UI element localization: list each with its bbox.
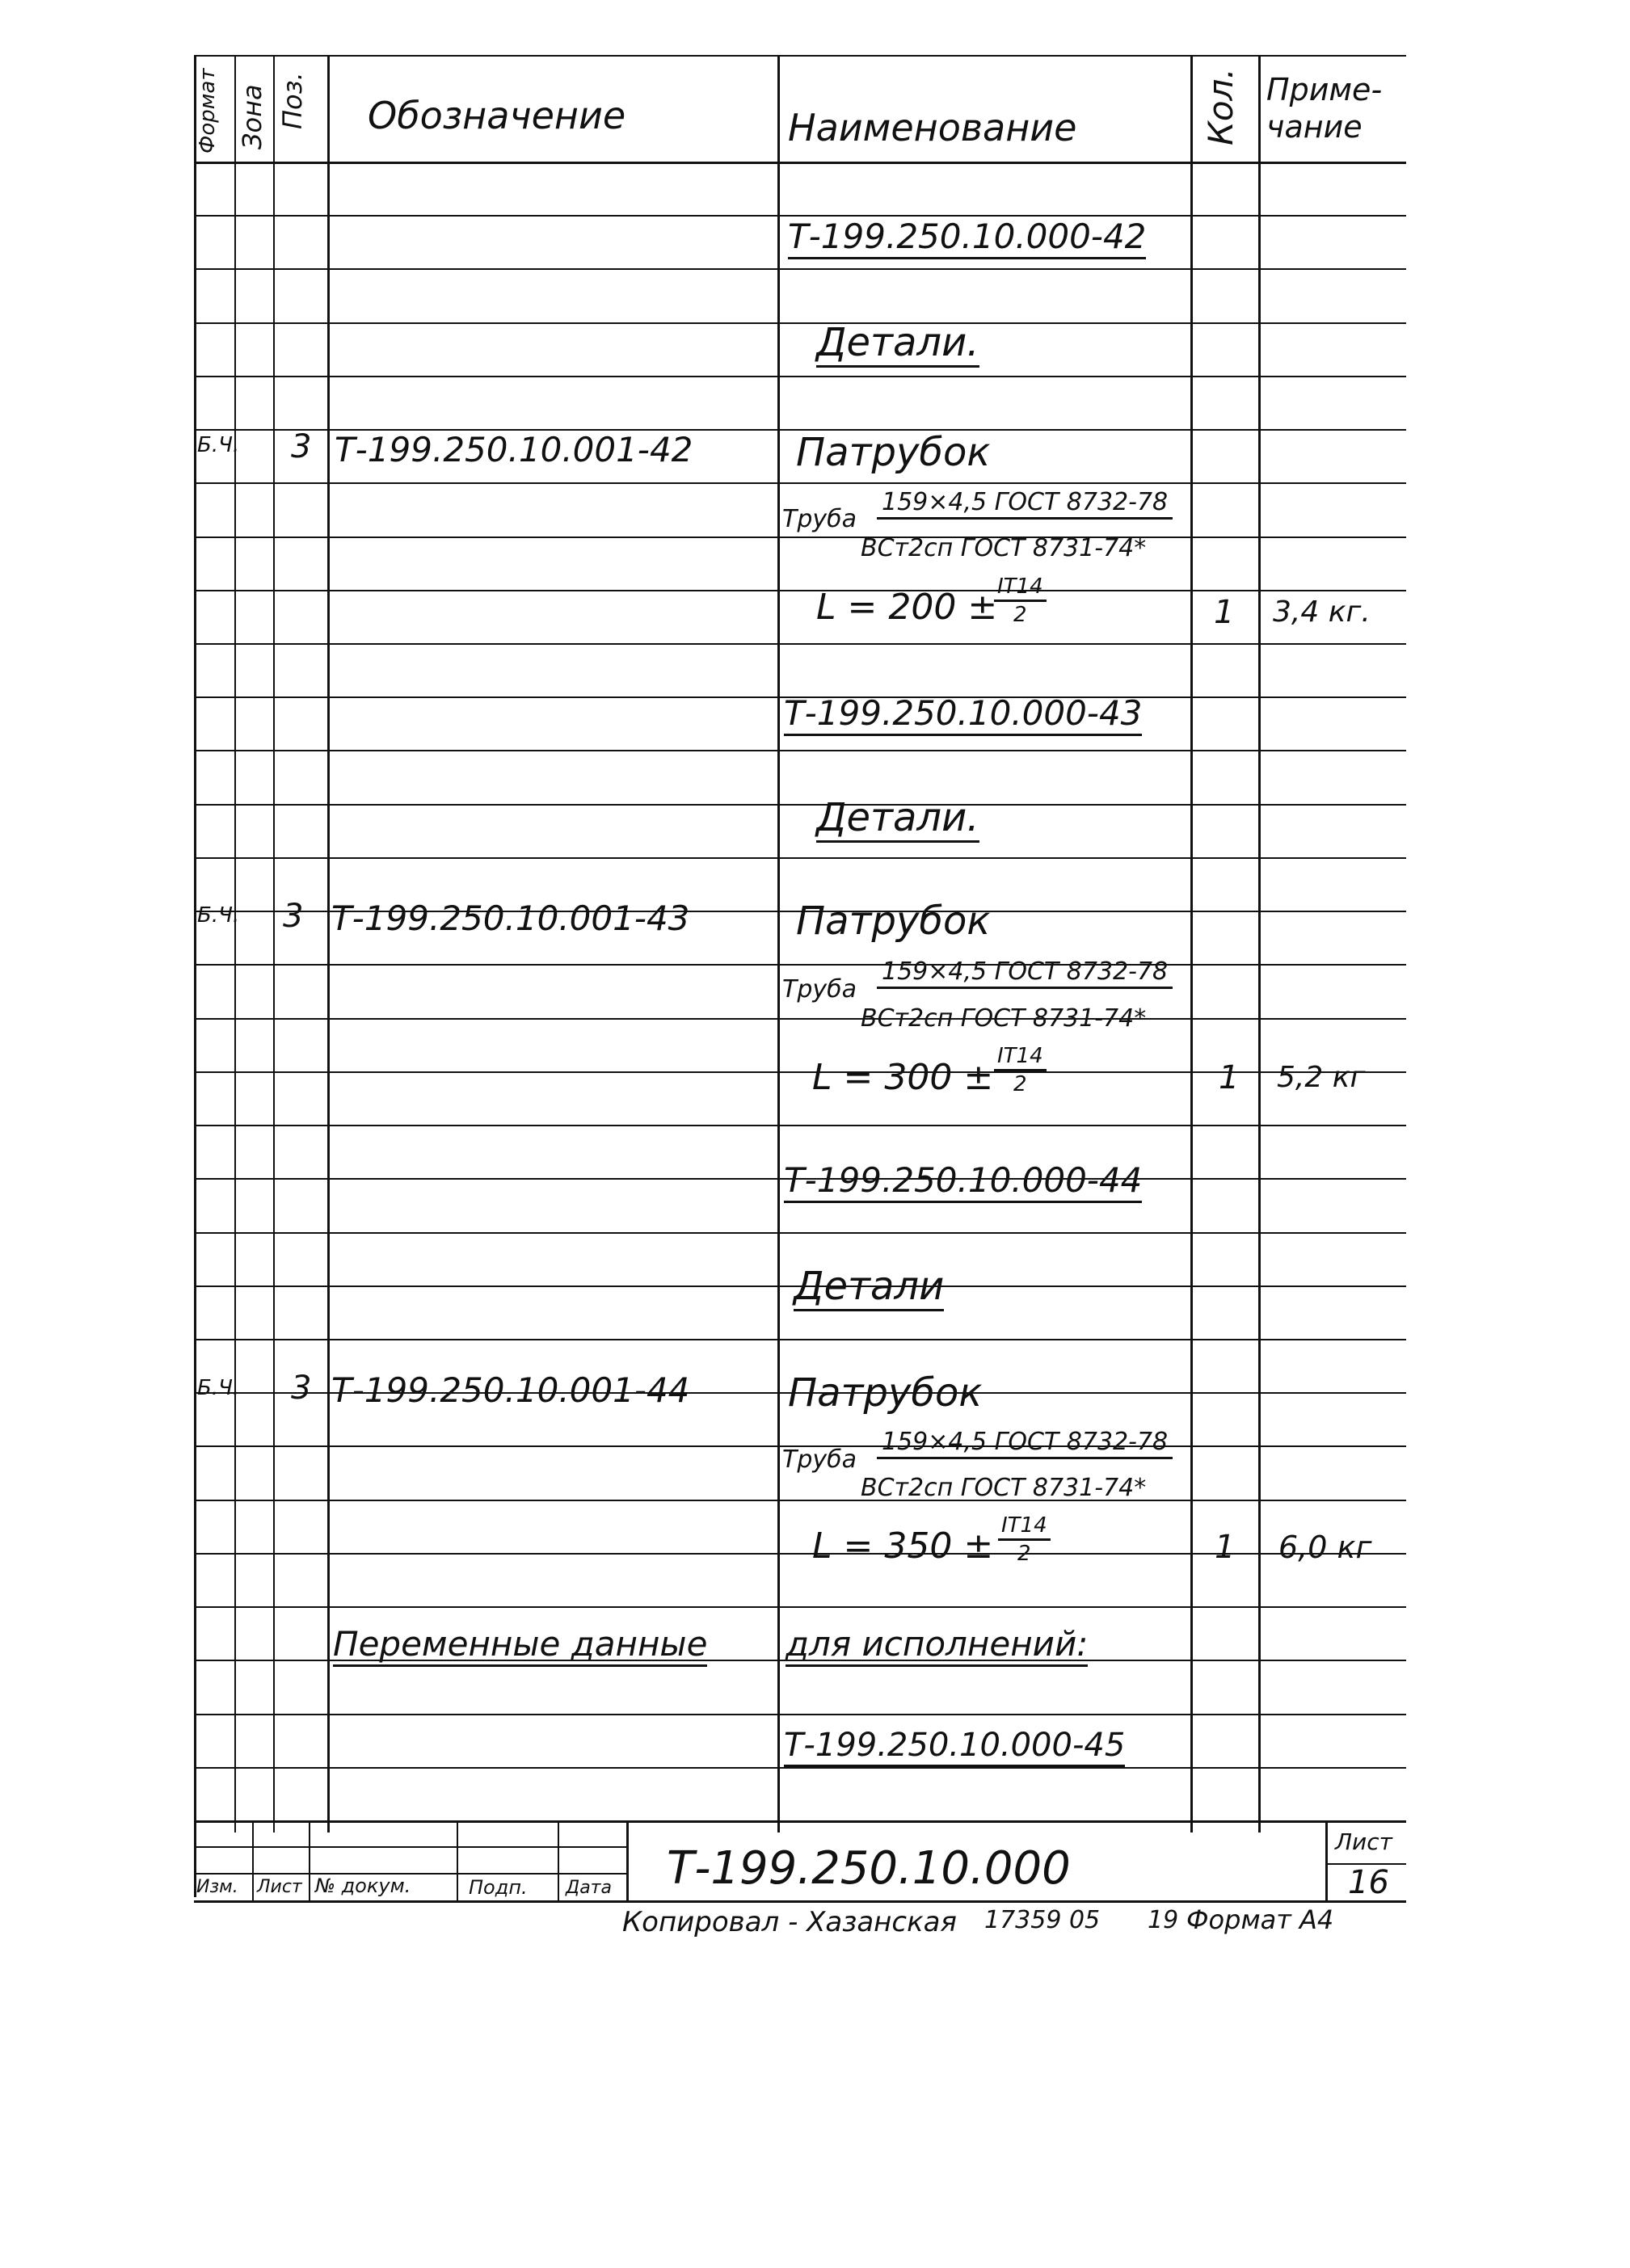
row1-tolerance-den: 2 (1013, 603, 1027, 627)
tb-label-docnum: № докум. (315, 1875, 411, 1897)
tb-col-3 (457, 1820, 458, 1900)
col-line-designation (327, 55, 330, 1832)
row-line (194, 322, 1406, 324)
row-line (194, 1714, 1406, 1715)
row-line (194, 376, 1406, 377)
row-line (194, 1500, 1406, 1501)
footer-copied-by: Копировал - Хазанская (622, 1906, 957, 1938)
row1-note: 3,4 кг. (1273, 595, 1371, 629)
row2-tolerance-num: IT14 (994, 1046, 1047, 1071)
row3-tolerance (998, 1515, 1051, 1564)
tb-col-2 (309, 1820, 310, 1900)
row-line (194, 1606, 1406, 1608)
tb-label-sheet: Лист (257, 1877, 302, 1897)
details-heading-3: Детали (794, 1267, 944, 1311)
row2-qty: 1 (1219, 1059, 1240, 1096)
row-line (194, 1767, 1406, 1769)
row3-pos: 3 (291, 1370, 312, 1407)
row-line (194, 1018, 1406, 1020)
row-line (194, 857, 1406, 859)
variable-data-left: Переменные данные (333, 1627, 707, 1667)
frame-left-line (194, 55, 196, 1897)
row-line (194, 964, 1406, 966)
tb-label-sign: Подп. (469, 1876, 528, 1899)
row2-tolerance-den: 2 (1013, 1072, 1027, 1096)
row3-pipe-label: Труба (782, 1445, 857, 1474)
row1-pipe-top: 159×4,5 ГОСТ 8732-78 (877, 490, 1173, 520)
row2-pos: 3 (283, 898, 304, 935)
row3-name: Патрубок (788, 1370, 983, 1416)
col-line-note (1258, 55, 1261, 1832)
title-block-top-line (194, 1820, 1406, 1823)
row1-name: Патрубок (796, 430, 991, 475)
row1-pipe-bottom: ВСт2сп ГОСТ 8731-74* (861, 534, 1147, 562)
col-line-zone (234, 55, 236, 1832)
header-note-line1: Приме- (1266, 72, 1383, 107)
header-designation: Обозначение (368, 94, 626, 137)
row-line (194, 1232, 1406, 1234)
row2-pipe-label: Труба (782, 975, 857, 1004)
header-zone: Зона (237, 84, 267, 149)
details-heading-1: Детали. (816, 323, 979, 368)
tb-label-date: Дата (566, 1878, 612, 1898)
details-heading-2: Детали. (816, 798, 979, 843)
row1-pipe-label: Труба (782, 505, 857, 533)
header-bottom-line (194, 162, 1406, 164)
header-format: Формат (196, 68, 220, 154)
row2-pipe-bottom: ВСт2сп ГОСТ 8731-74* (861, 1004, 1147, 1033)
row-line (194, 536, 1406, 538)
row-line (194, 590, 1406, 591)
row-line (194, 804, 1406, 806)
row-line (194, 1125, 1406, 1126)
header-pos: Поз. (277, 72, 308, 129)
row3-tolerance-num: IT14 (998, 1515, 1051, 1541)
header-note-line2: чание (1266, 109, 1363, 145)
row1-qty: 1 (1214, 594, 1235, 631)
sheet-label: Лист (1335, 1828, 1392, 1855)
row1-format: Б.Ч. (197, 433, 240, 457)
tb-col-1 (252, 1820, 254, 1900)
sheet-number: 16 (1348, 1864, 1389, 1901)
col-line-pos (273, 55, 275, 1832)
tb-col-4 (558, 1820, 559, 1900)
footer-code: 17359 05 (984, 1906, 1101, 1934)
row3-tolerance-den: 2 (1017, 1542, 1031, 1566)
frame-top-line (194, 55, 1406, 57)
row2-tolerance (994, 1046, 1047, 1095)
row3-pipe-bottom: ВСт2сп ГОСТ 8731-74* (861, 1474, 1147, 1502)
row2-length-lead: L = 300 ± (812, 1057, 994, 1098)
row2-designation: Т-199.250.10.001-43 (331, 898, 690, 938)
tb-col-sheet (1325, 1820, 1328, 1900)
tb-label-change: Изм. (196, 1877, 238, 1897)
row2-name: Патрубок (796, 898, 991, 944)
title-block-line-1 (194, 1846, 626, 1848)
spec-number-43: Т-199.250.10.000-43 (784, 696, 1142, 736)
spec-number-45: Т-199.250.10.000-45 (784, 1729, 1125, 1767)
row-line (194, 482, 1406, 484)
row3-note: 6,0 кг (1278, 1530, 1372, 1565)
row2-format: Б.Ч. (197, 903, 240, 928)
row1-designation: Т-199.250.10.001-42 (335, 430, 693, 469)
title-block-bottom-line (194, 1900, 1406, 1903)
variable-data-right: для исполнений: (786, 1627, 1088, 1667)
header-name: Наименование (788, 106, 1077, 149)
row-line (194, 643, 1406, 645)
row1-length-lead: L = 200 ± (816, 587, 998, 628)
row-line (194, 750, 1406, 751)
spec-number-44: Т-199.250.10.000-44 (784, 1163, 1142, 1203)
row3-designation: Т-199.250.10.001-44 (331, 1370, 690, 1410)
footer-format-label: Формат А4 (1186, 1904, 1334, 1935)
row2-pipe-top: 159×4,5 ГОСТ 8732-78 (877, 960, 1173, 989)
spec-number-42: Т-199.250.10.000-42 (788, 220, 1146, 259)
row2-note: 5,2 кг (1277, 1061, 1366, 1094)
row3-pipe-top: 159×4,5 ГОСТ 8732-78 (877, 1430, 1173, 1459)
row1-pos: 3 (291, 428, 312, 465)
row3-length-lead: L = 350 ± (812, 1525, 994, 1567)
row1-tolerance (994, 576, 1047, 625)
footer-code-2: 19 (1148, 1906, 1179, 1934)
row3-qty: 1 (1215, 1529, 1236, 1566)
col-line-name (777, 55, 780, 1832)
col-line-qty (1190, 55, 1193, 1832)
row-line (194, 268, 1406, 270)
tb-col-5 (626, 1820, 629, 1900)
header-qty: Кол. (1201, 68, 1240, 145)
row3-format: Б.Ч. (197, 1376, 240, 1400)
row-line (194, 1339, 1406, 1340)
document-number: Т-199.250.10.000 (667, 1842, 1071, 1895)
row1-tolerance-num: IT14 (994, 576, 1047, 602)
